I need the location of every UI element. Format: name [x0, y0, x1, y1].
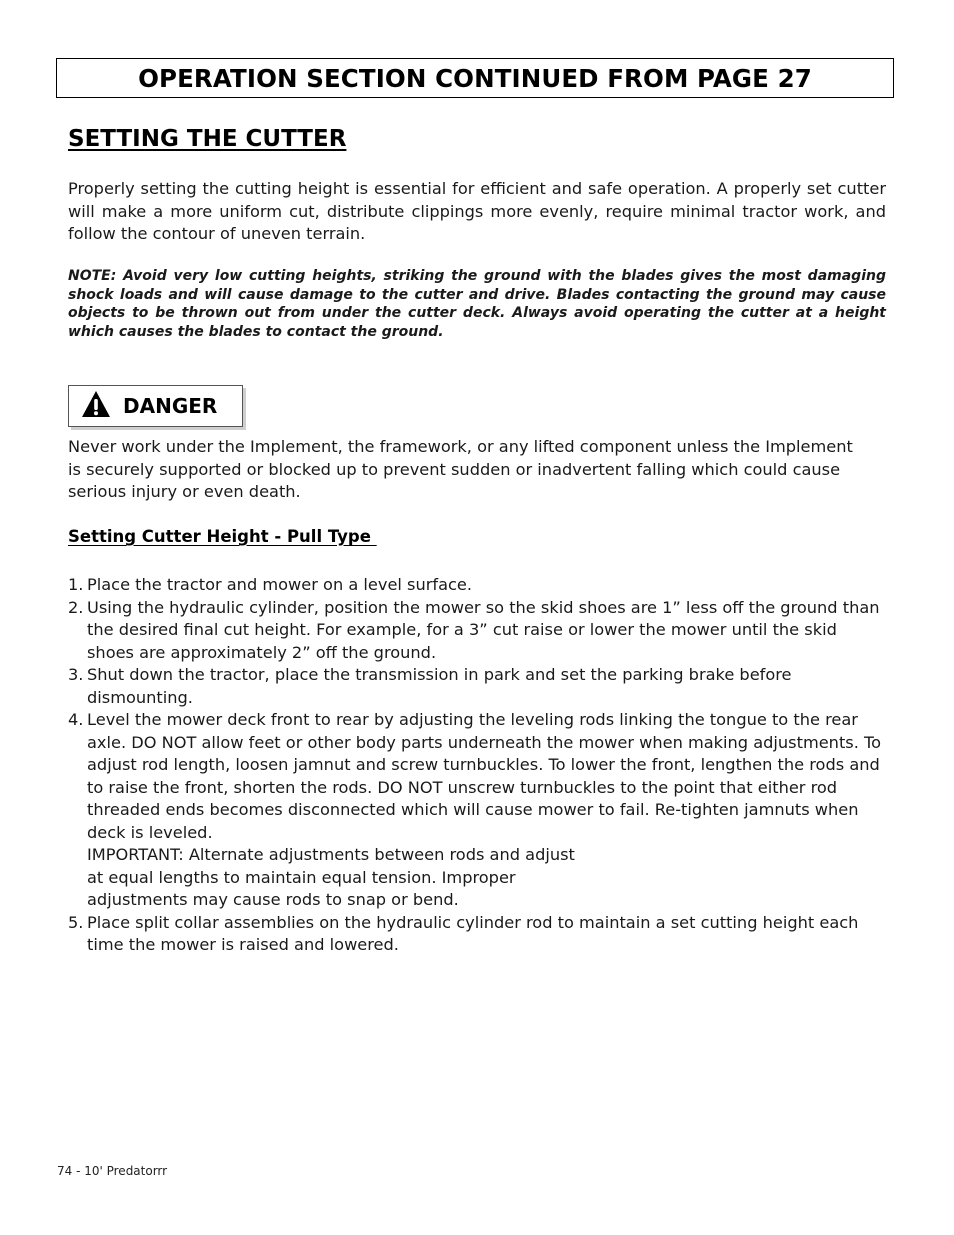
list-item — [68, 709, 886, 912]
step-text-block — [87, 709, 886, 912]
important-note: IMPORTANT: Alternate adjustments between rods and adjust at equal lengths to maintain equal tension. Improper adjustments may cause rods to snap or bend. — [87, 845, 575, 909]
step-number: 2. — [68, 597, 84, 617]
section-banner: OPERATION SECTION CONTINUED FROM PAGE 27 — [56, 58, 894, 98]
section-title: SETTING THE CUTTER — [68, 126, 347, 152]
list-item — [68, 912, 886, 957]
step-number: 3. — [68, 665, 84, 684]
step-text: Shut down the tractor, place the transmission in park and set the parking brake before dismounting. — [87, 665, 792, 707]
danger-text: Never work under the Implement, the framework, or any lifted component unless the Implement is securely supported or blocked up to prevent sudden or inadvertent falling which could cause serious injury or even death. — [68, 437, 853, 501]
list-item — [68, 664, 886, 709]
danger-label: DANGER — [123, 394, 218, 418]
steps-list — [68, 574, 886, 957]
subsection-title: Setting Cutter Height - Pull Type — [68, 527, 377, 546]
step-text: Place split collar assemblies on the hydraulic cylinder rod to maintain a set cutting height each time the mower is raised and lowered. — [87, 912, 859, 954]
step-text: Level the mower deck front to rear by adjusting the leveling rods linking the tongue to the rear axle. DO NOT allow feet or other body parts underneath the mower when making adjustments. To adjust rod length, loosen jamnut and screw turnbuckles. To lower the front, lengthen the rods and to raise the front, shorten the rods. DO NOT unscrew turnbuckles to the point that either rod threaded ends becomes disconnected which will cause mower to fail. Re-tighten jamnuts when deck is leveled. — [87, 710, 882, 842]
note-paragraph: NOTE: Avoid very low cutting heights, striking the ground with the blades gives the most damaging shock loads and will cause damage to the cutter and drive. Blades contacting the ground may cause objects to be thrown out from under the cutter deck. Always avoid operating the cutter at a height which causes the blades to contact the ground. — [68, 268, 886, 340]
danger-badge — [68, 385, 243, 427]
step-text: Place the tractor and mower on a level surface. — [87, 575, 473, 594]
warning-triangle-icon — [81, 389, 111, 423]
list-item — [68, 574, 886, 597]
step-number: 1. — [68, 575, 84, 594]
list-item — [68, 597, 886, 665]
step-number: 5. — [68, 912, 84, 932]
page-footer: 74 - 10' Predatorrr — [57, 1164, 168, 1178]
step-number: 4. — [68, 710, 84, 729]
intro-paragraph: Properly setting the cutting height is essential for efficient and safe operation. A properly set cutter will make a more uniform cut, distribute clippings more evenly, require minimal tractor work, and follow the contour of uneven terrain. — [68, 179, 886, 243]
step-text: Using the hydraulic cylinder, position the mower so the skid shoes are 1” less off the ground than the desired final cut height. For example, for a 3” cut raise or lower the mower until the skid shoes are approximately 2” off the ground. — [87, 597, 880, 662]
